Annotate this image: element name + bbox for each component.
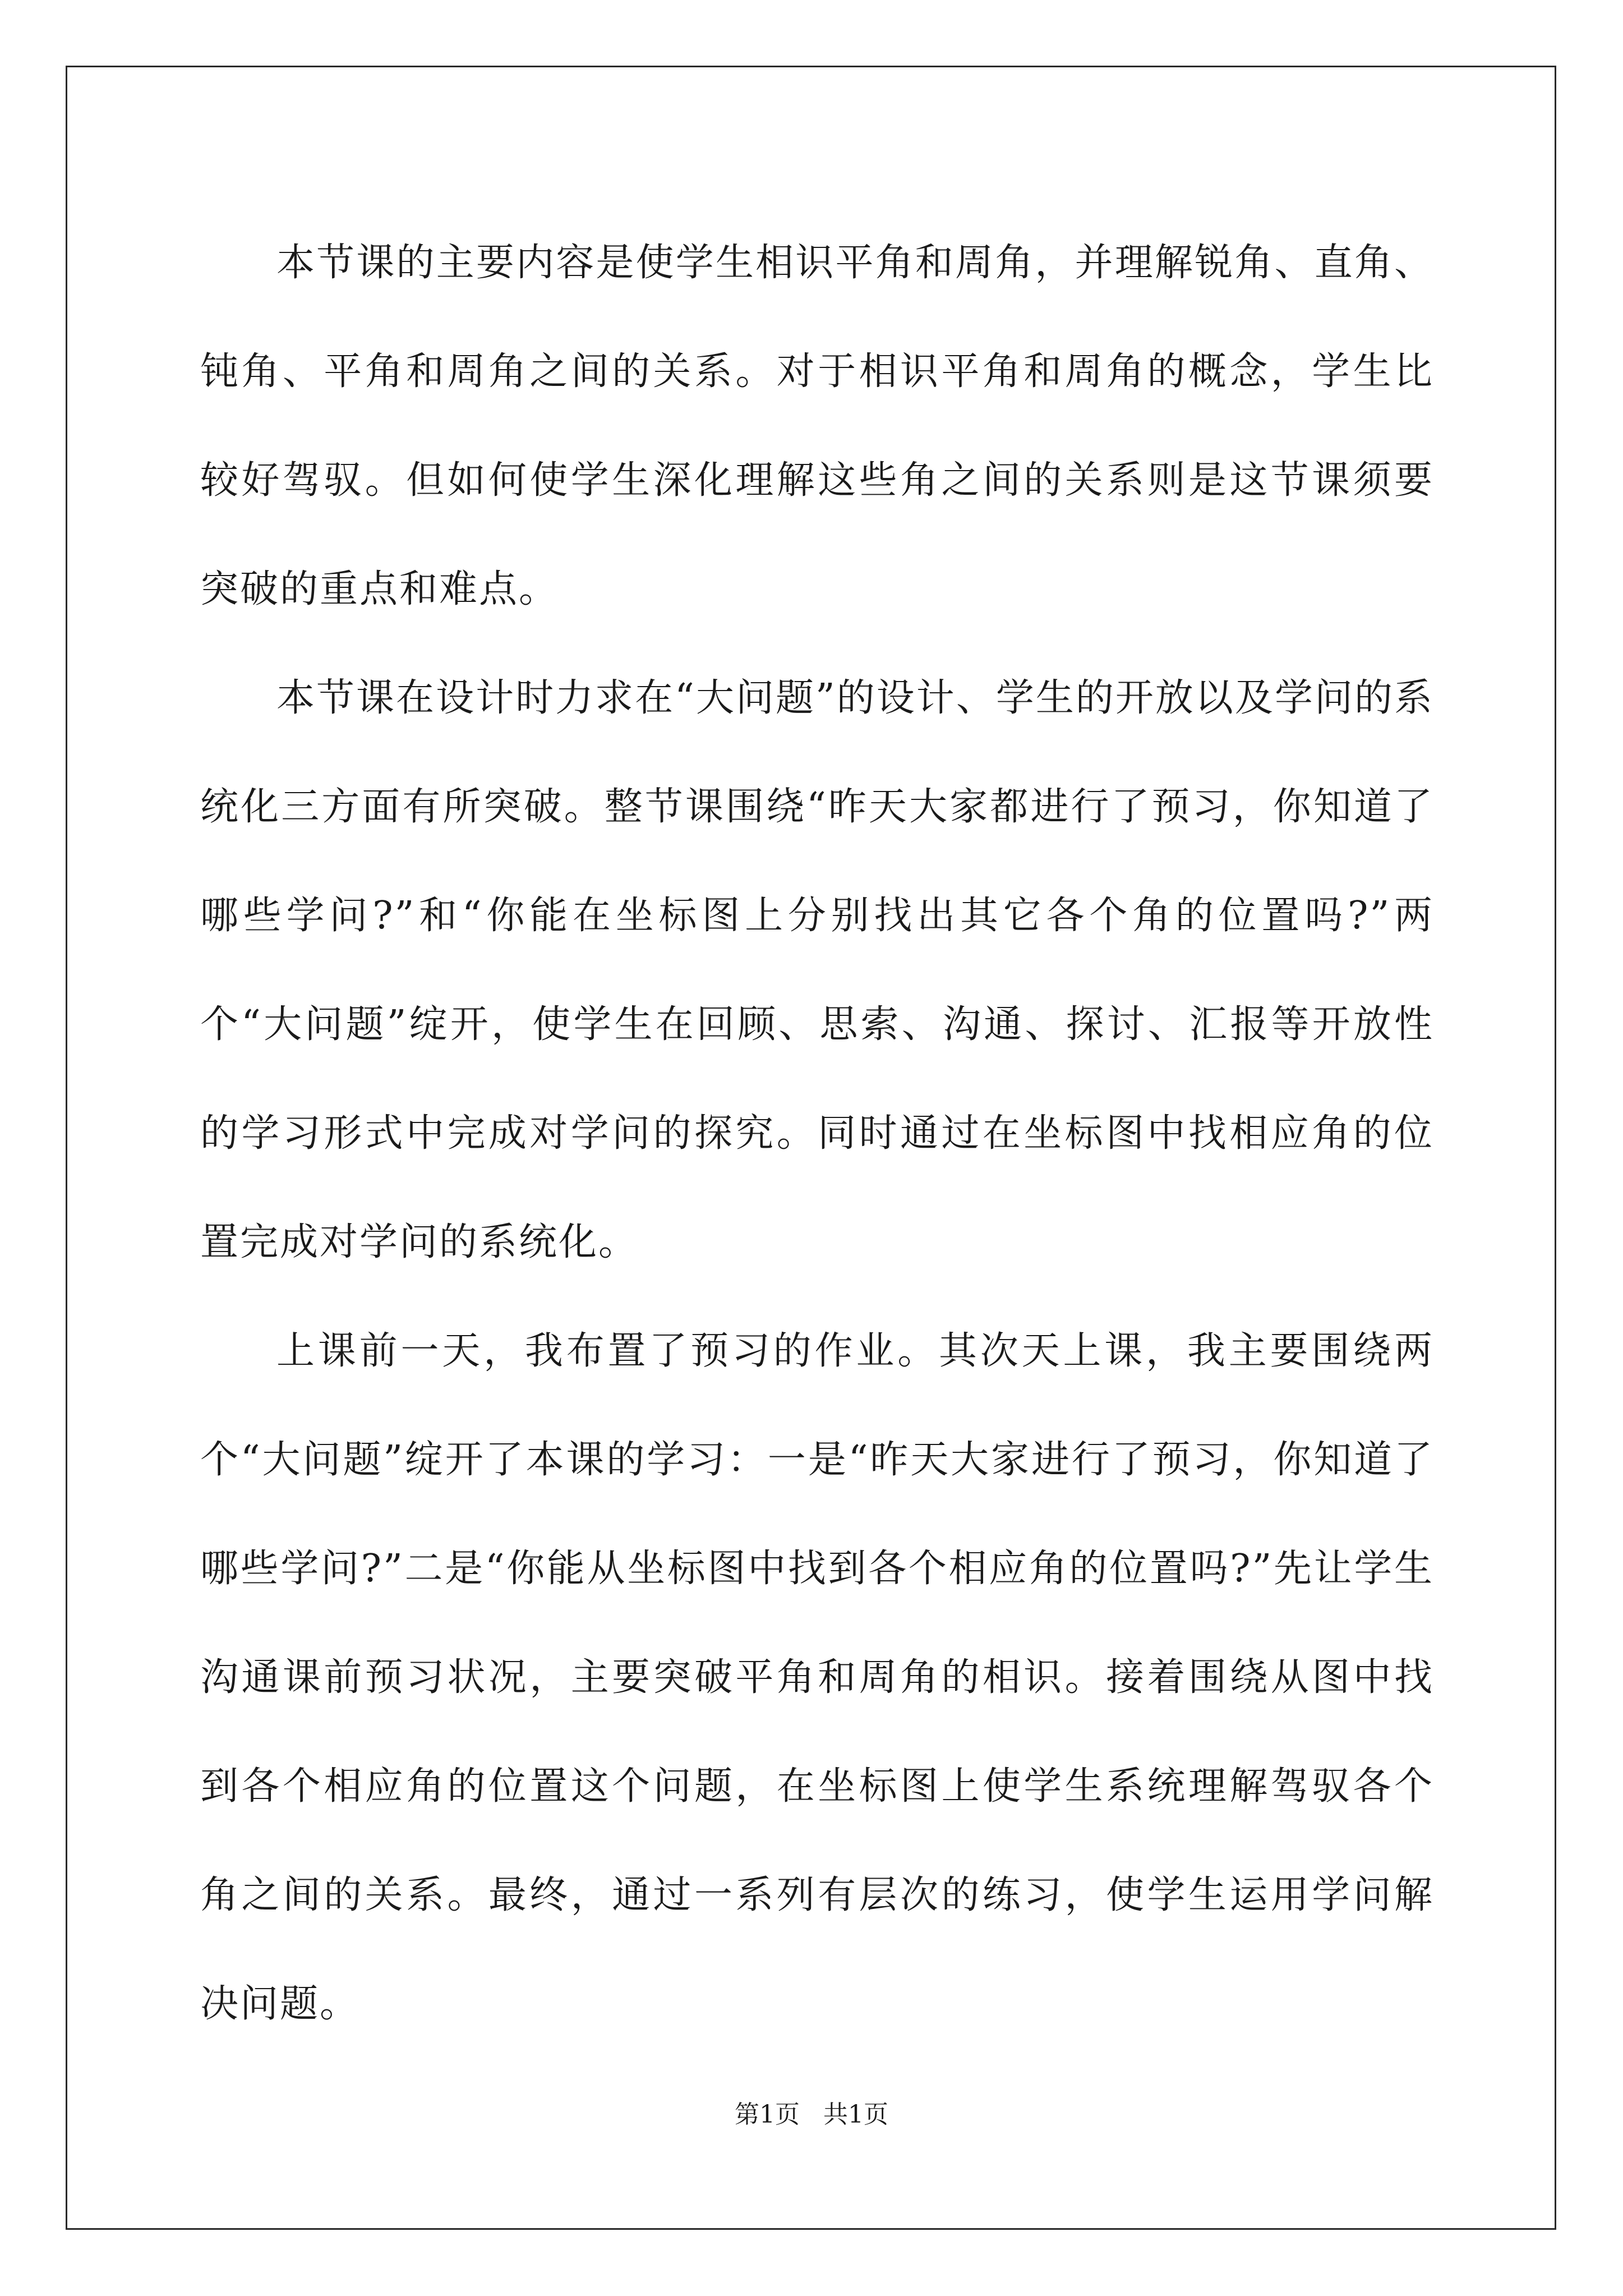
paragraph-1: 本节课的主要内容是使学生相识平角和周角，并理解锐角、直角、钝角、平角和周角之间的关系。对于相识平角和周角的概念，学生比较好驾驭。但如何使学生深化理解这些角之间的关系则是这节课须要突破的重点和难点。 <box>200 241 1434 611</box>
page-footer <box>0 2098 1623 2132</box>
page-number: 第1页 <box>735 2100 800 2129</box>
paragraph-2: 本节课在设计时力求在“大问题”的设计、学生的开放以及学问的系统化三方面有所突破。整节课围绕“昨天大家都进行了预习，你知道了哪些学问?”和“你能在坐标图上分别找出其它各个角的位置吗?”两个“大问题”绽开，使学生在回顾、思索、沟通、探讨、汇报等开放性的学习形式中完成对学问的探究。同时通过在坐标图中找相应角的位置完成对学问的系统化。 <box>200 676 1434 1264</box>
document-body <box>200 209 1434 2059</box>
paragraph-3: 上课前一天，我布置了预习的作业。其次天上课，我主要围绕两个“大问题”绽开了本课的学习：一是“昨天大家进行了预习，你知道了哪些学问?”二是“你能从坐标图中找到各个相应角的位置吗?”先让学生沟通课前预习状况，主要突破平角和周角的相识。接着围绕从图中找到各个相应角的位置这个问题，在坐标图上使学生系统理解驾驭各个角之间的关系。最终，通过一系列有层次的练习，使学生运用学问解决问题。 <box>200 1329 1434 2026</box>
page-total: 共1页 <box>823 2100 888 2129</box>
